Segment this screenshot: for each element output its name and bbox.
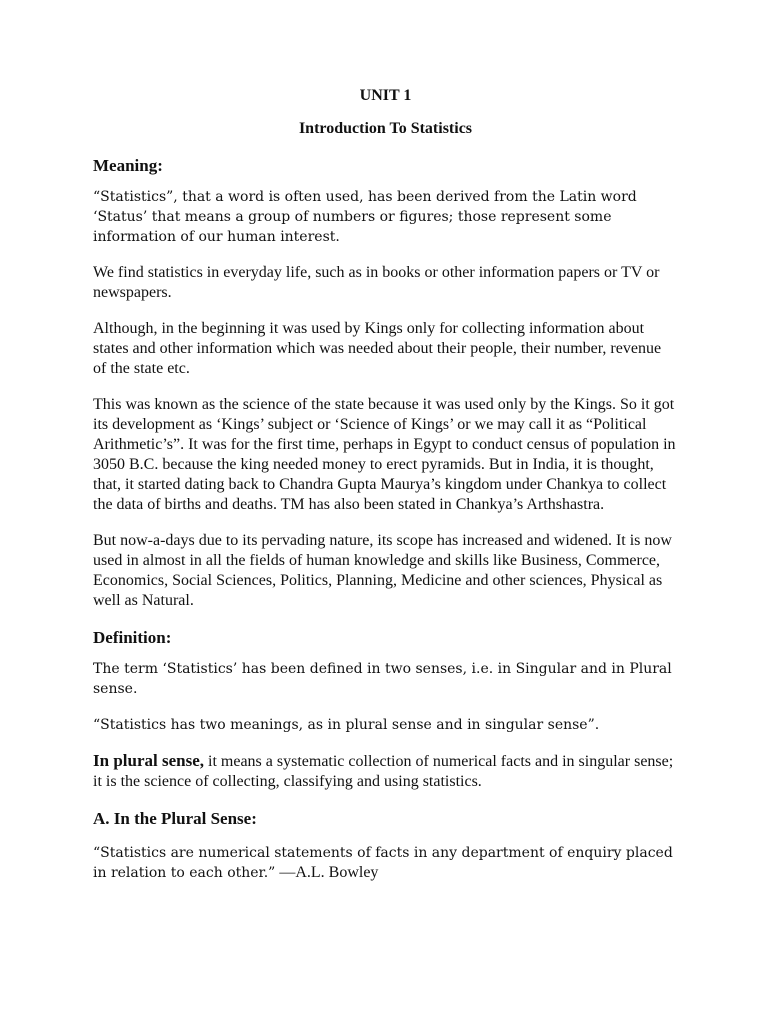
meaning-paragraph-3: Although, in the beginning it was used by Kings only for collecting information about states and other information which was needed about their people, their number, revenue of the state etc. [93, 320, 662, 377]
meaning-paragraph-4: This was known as the science of the state because it was used only by the Kings. So it got its development as ‘Kings’ subject or ‘Science of Kings’ or we may call it as “Political Arithmetic’s”. It was for the first time, perhaps in Egypt to conduct census of population in 3050 B.C. because the king needed money to erect pyramids. But in India, it is thought, that, it started dating back to Chandra Gupta Maurya’s kingdom under Chankya to collect the data of births and deaths. TM has also been stated in Chankya’s Arthshastra. [93, 396, 676, 513]
definition-paragraph-1: The term ‘Statistics’ has been defined in two senses, i.e. in Singular and in Plural sense. [93, 661, 672, 697]
plural-sense-heading: A. In the Plural Sense: [93, 809, 257, 828]
bowley-attribution: —A.L. Bowley [275, 864, 379, 881]
plural-sense-text: it means a systematic collection of numerical facts and in singular sense; it is the science of collecting, classifying and using statistics. [93, 753, 674, 790]
unit-title: UNIT 1 [359, 87, 412, 104]
bowley-quote: “Statistics are numerical statements of facts in any department of enquiry placed in relation to each other.” [93, 845, 673, 881]
plural-sense-paragraph [93, 751, 678, 792]
bowley-quote-paragraph [93, 843, 678, 883]
document-page [93, 86, 678, 899]
meaning-paragraph-5: But now-a-days due to its pervading nature, its scope has increased and widened. It is now used in almost in all the fields of human knowledge and skills like Business, Commerce, Economics, Social Sciences, Politics, Planning, Medicine and other sciences, Physical as well as Natural. [93, 532, 672, 609]
document-title: Introduction To Statistics [298, 120, 473, 137]
definition-heading: Definition: [93, 628, 172, 647]
plural-sense-lead: In plural sense, [93, 751, 204, 770]
meaning-paragraph-2: We find statistics in everyday life, such as in books or other information papers or TV or newspapers. [93, 264, 660, 301]
meaning-heading: Meaning: [93, 156, 163, 175]
definition-paragraph-2: “Statistics has two meanings, as in plural sense and in singular sense”. [93, 717, 600, 733]
meaning-paragraph-1: “Statistics”, that a word is often used, has been derived from the Latin word ‘Status’ that means a group of numbers or figures; those represent some information of our human interest. [93, 189, 637, 245]
